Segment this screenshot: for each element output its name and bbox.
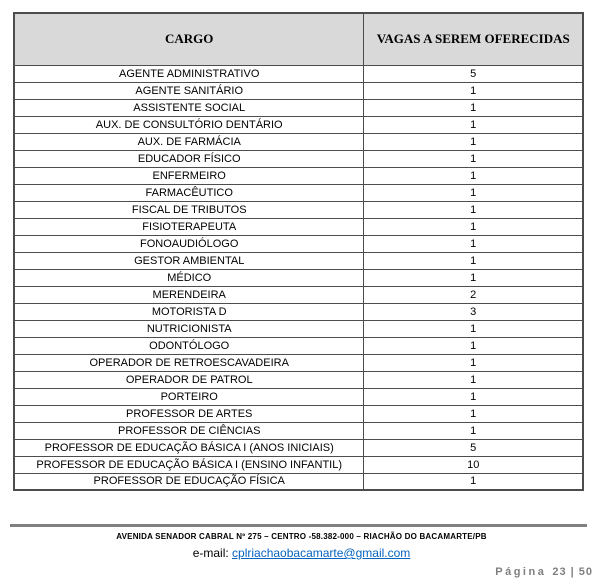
table-row xyxy=(14,133,583,150)
vagas-cell: 5 xyxy=(364,65,583,82)
cargo-cell: MÉDICO xyxy=(14,269,364,286)
cargo-cell: OPERADOR DE RETROESCAVADEIRA xyxy=(14,354,364,371)
vagas-cell: 1 xyxy=(364,167,583,184)
cargo-cell: AGENTE ADMINISTRATIVO xyxy=(14,65,364,82)
table-row xyxy=(14,388,583,405)
table-row xyxy=(14,99,583,116)
cargo-cell: FARMACÊUTICO xyxy=(14,184,364,201)
vagas-cell: 1 xyxy=(364,252,583,269)
table-row xyxy=(14,371,583,388)
table-header-row xyxy=(14,13,583,65)
vagas-cell: 1 xyxy=(364,388,583,405)
table-row xyxy=(14,422,583,439)
page-footer xyxy=(0,524,603,578)
vagas-cell: 1 xyxy=(364,320,583,337)
cargo-cell: FISCAL DE TRIBUTOS xyxy=(14,201,364,218)
vagas-cell: 1 xyxy=(364,150,583,167)
table-row xyxy=(14,167,583,184)
vagas-cell: 1 xyxy=(364,99,583,116)
cargo-cell: MERENDEIRA xyxy=(14,286,364,303)
vagas-cell: 10 xyxy=(364,456,583,473)
table-row xyxy=(14,82,583,99)
table-row xyxy=(14,337,583,354)
vagas-cell: 1 xyxy=(364,184,583,201)
cargo-cell: FISIOTERAPEUTA xyxy=(14,218,364,235)
vagas-cell: 1 xyxy=(364,473,583,490)
cargo-cell: ENFERMEIRO xyxy=(14,167,364,184)
vagas-cell: 1 xyxy=(364,133,583,150)
table-row xyxy=(14,184,583,201)
email-link[interactable]: cplriachaobacamarte@gmail.com xyxy=(232,546,411,560)
table-row xyxy=(14,456,583,473)
vagas-cell: 1 xyxy=(364,269,583,286)
vagas-cell: 1 xyxy=(364,371,583,388)
table-row xyxy=(14,252,583,269)
vagas-cell: 1 xyxy=(364,116,583,133)
vagas-cell: 3 xyxy=(364,303,583,320)
cargo-cell: PROFESSOR DE ARTES xyxy=(14,405,364,422)
table-row xyxy=(14,320,583,337)
table-row xyxy=(14,218,583,235)
vagas-cell: 1 xyxy=(364,422,583,439)
cargo-cell: ODONTÓLOGO xyxy=(14,337,364,354)
table-row xyxy=(14,303,583,320)
footer-separator-line xyxy=(10,524,587,527)
cargo-cell: AUX. DE FARMÁCIA xyxy=(14,133,364,150)
vagas-cell: 1 xyxy=(364,405,583,422)
vagas-cell: 1 xyxy=(364,201,583,218)
header-cargo: CARGO xyxy=(14,13,364,65)
cargo-cell: PROFESSOR DE EDUCAÇÃO BÁSICA I (ANOS INICIAIS) xyxy=(14,439,364,456)
table-row xyxy=(14,150,583,167)
page-number-label: Página xyxy=(495,566,547,578)
table-row xyxy=(14,354,583,371)
header-vagas: VAGAS A SEREM OFERECIDAS xyxy=(364,13,583,65)
cargo-cell: AGENTE SANITÁRIO xyxy=(14,82,364,99)
cargo-cell: NUTRICIONISTA xyxy=(14,320,364,337)
footer-address: AVENIDA SENADOR CABRAL Nº 275 – CENTRO -58.382-000 – RIACHÃO DO BACAMARTE/PB xyxy=(116,532,487,541)
cargo-cell: PROFESSOR DE CIÊNCIAS xyxy=(14,422,364,439)
page-number-value: 23 | 50 xyxy=(552,566,593,578)
footer-email-line xyxy=(0,546,603,560)
email-label: e-mail: xyxy=(192,546,233,560)
table-row xyxy=(14,235,583,252)
table-row xyxy=(14,286,583,303)
page-number xyxy=(495,566,593,578)
vagas-cell: 1 xyxy=(364,82,583,99)
table-row xyxy=(14,473,583,490)
cargo-cell: FONOAUDIÓLOGO xyxy=(14,235,364,252)
vagas-cell: 1 xyxy=(364,354,583,371)
vacancies-table xyxy=(13,12,584,491)
vagas-cell: 1 xyxy=(364,218,583,235)
cargo-cell: MOTORISTA D xyxy=(14,303,364,320)
cargo-cell: PROFESSOR DE EDUCAÇÃO BÁSICA I (ENSINO INFANTIL) xyxy=(14,456,364,473)
table-row xyxy=(14,116,583,133)
cargo-cell: AUX. DE CONSULTÓRIO DENTÁRIO xyxy=(14,116,364,133)
cargo-cell: ASSISTENTE SOCIAL xyxy=(14,99,364,116)
table-row xyxy=(14,65,583,82)
cargo-cell: PORTEIRO xyxy=(14,388,364,405)
vagas-cell: 5 xyxy=(364,439,583,456)
cargo-cell: GESTOR AMBIENTAL xyxy=(14,252,364,269)
table-row xyxy=(14,439,583,456)
table-row xyxy=(14,405,583,422)
table-row xyxy=(14,201,583,218)
vagas-cell: 2 xyxy=(364,286,583,303)
vagas-cell: 1 xyxy=(364,337,583,354)
cargo-cell: PROFESSOR DE EDUCAÇÃO FÍSICA xyxy=(14,473,364,490)
cargo-cell: OPERADOR DE PATROL xyxy=(14,371,364,388)
vagas-cell: 1 xyxy=(364,235,583,252)
table-row xyxy=(14,269,583,286)
cargo-cell: EDUCADOR FÍSICO xyxy=(14,150,364,167)
